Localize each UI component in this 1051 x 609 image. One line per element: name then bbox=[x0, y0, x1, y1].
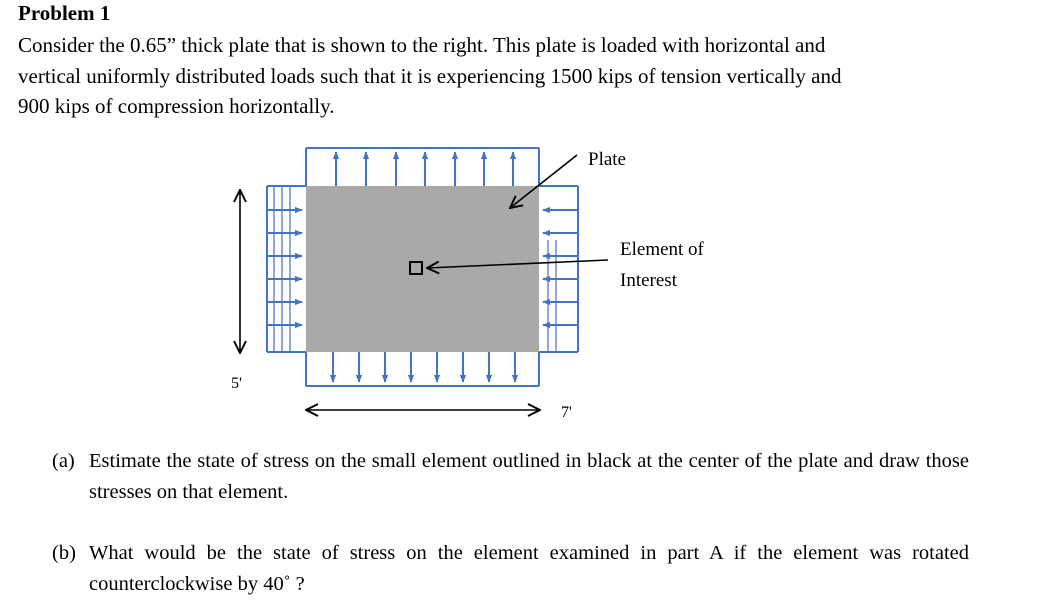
left-distributed-load bbox=[267, 186, 306, 352]
width-dimension-label: 7' bbox=[561, 404, 572, 421]
question-a-label: (a) bbox=[52, 450, 75, 472]
question-b-text: What would be the state of stress on the element examined in part A if the element was rotated counterclockwise by 40˚ ? bbox=[89, 542, 969, 595]
plate-leader-line bbox=[510, 155, 577, 208]
right-distributed-load bbox=[539, 186, 578, 352]
question-a bbox=[52, 446, 969, 507]
bottom-distributed-load bbox=[306, 352, 539, 386]
element-label-line-2: Interest bbox=[620, 270, 677, 291]
height-dimension-label: 5' bbox=[231, 375, 242, 392]
question-b-label: (b) bbox=[52, 542, 76, 564]
element-label-line-1: Element of bbox=[620, 239, 704, 260]
top-distributed-load bbox=[306, 148, 539, 186]
statement-line-1: Consider the 0.65” thick plate that is shown to the right. This plate is loaded with horizontal and bbox=[18, 33, 826, 57]
problem-title: Problem 1 bbox=[18, 1, 111, 25]
question-a-text: Estimate the state of stress on the small element outlined in black at the center of the plate and draw those stresses on that element. bbox=[89, 450, 969, 503]
question-b bbox=[52, 538, 969, 599]
statement-line-3: 900 kips of compression horizontally. bbox=[18, 94, 335, 118]
statement-line-2: vertical uniformly distributed loads such that it is experiencing 1500 kips of tension vertically and bbox=[18, 63, 842, 88]
plate-label: Plate bbox=[588, 149, 626, 170]
